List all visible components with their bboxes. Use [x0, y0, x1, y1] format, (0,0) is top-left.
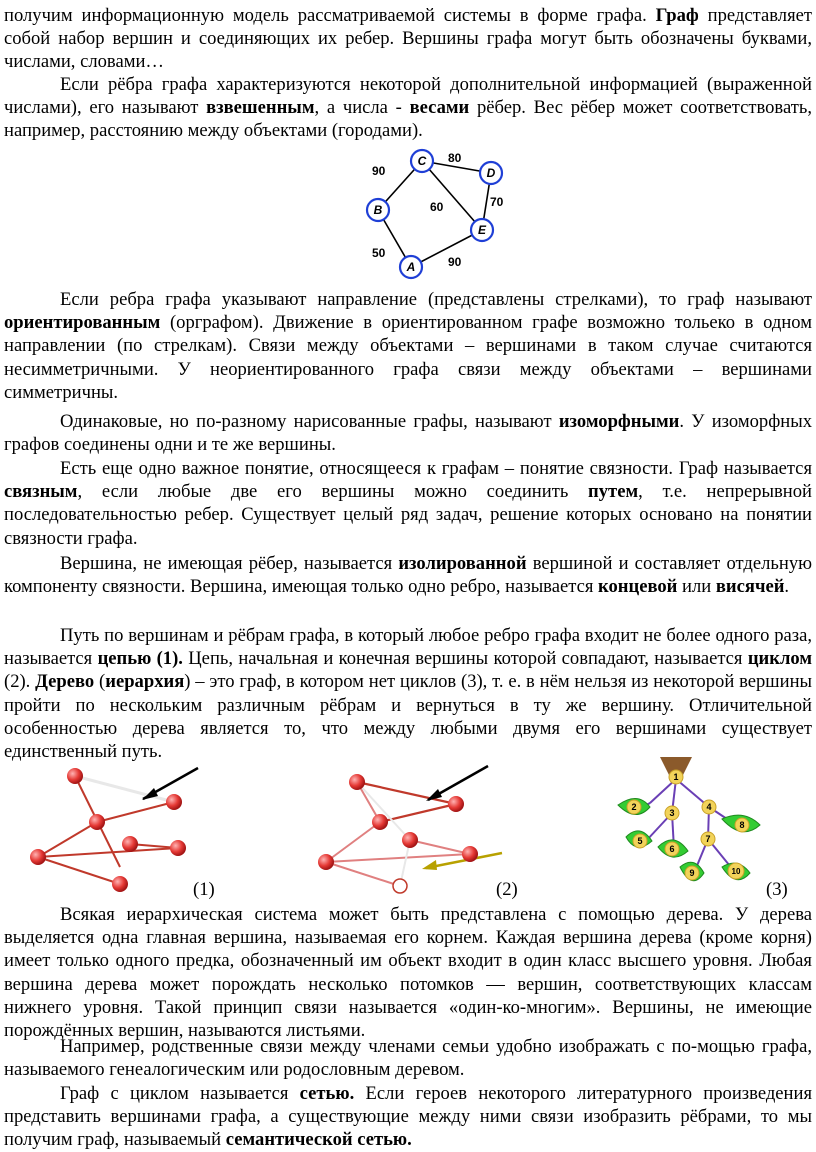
text: , т.е. непрерывной последовательностью ребер. Существует целый ряд задач, решение которых основано на понятии связности графа. — [4, 481, 812, 549]
weight-label-ce: 60 — [430, 200, 444, 214]
paragraph-semantic-network — [4, 1082, 812, 1152]
tree-label-2: 2 — [631, 802, 637, 812]
chain-node — [122, 836, 138, 852]
tree-label-10: 10 — [731, 867, 741, 876]
term-connected: связным — [4, 481, 78, 503]
text: Если ребра графа указывают направление (представлены стрелками), то граф называют — [60, 289, 812, 310]
text: Если рёбра графа характеризуются некоторой дополнительной информацией (выраженной числами), его называют — [4, 74, 812, 119]
node-label-d: D — [486, 166, 496, 180]
term-path: путем — [588, 481, 639, 503]
node-label-e: E — [477, 223, 487, 237]
tree-figure — [610, 755, 770, 903]
text: ( — [94, 671, 106, 693]
cycle-node-open — [393, 879, 407, 893]
node-label-c: C — [417, 154, 427, 168]
chain-node — [170, 840, 186, 856]
figure-caption-3: (3) — [766, 879, 788, 900]
tree-label-1: 1 — [673, 772, 679, 782]
paragraph-isomorphic — [4, 410, 812, 456]
term-tree: Дерево — [35, 671, 95, 693]
cycle-node — [402, 832, 418, 848]
paragraph-hierarchy — [4, 903, 812, 1042]
weight-label-ae: 90 — [448, 255, 462, 269]
term-weighted: взвешенным — [206, 97, 315, 119]
paragraph-connectivity — [4, 457, 812, 550]
term-isomorphic: изоморфными — [558, 411, 680, 432]
paragraph-isolated-vertex — [4, 552, 812, 598]
cycle-node — [448, 796, 464, 812]
term-semantic-network: семантической сетью. — [225, 1129, 412, 1151]
weight-label-de: 70 — [490, 195, 504, 209]
figure-caption-1: (1) — [193, 879, 215, 900]
node-label-b: B — [373, 203, 383, 217]
term-hanging: висячей — [715, 576, 785, 598]
tree-label-4: 4 — [706, 802, 712, 812]
cycle-node — [372, 814, 388, 830]
paragraph-genealogy — [4, 1035, 812, 1081]
tree-label-8: 8 — [739, 820, 745, 830]
text: Всякая иерархическая система может быть представлена с помощью дерева. У дерева выделяется одна главная вершина, называемая его корнем. Каждая вершина дерева (кроме корня) имеет только одного предка, обозначенный им объект входит в один класс высшего уровня. Любая вершина дерева может порождать несколько потомков — вершин, соответствующих классам нижнего уровня. Такой принцип связи называется «один-ко-многим». Вершины, не имеющие порождённых вершин, называются листьями. — [4, 904, 812, 1042]
chain-node — [112, 876, 128, 892]
text: Есть еще одно важное понятие, относящееся к графам – понятие связности. Граф называется — [60, 458, 812, 479]
weighted-graph-figure — [355, 145, 525, 285]
text: Например, родственные связи между членами семьи удобно изображать с по-мощью графа, называемого генеалогическим или родословным деревом. — [4, 1036, 812, 1081]
tree-label-6: 6 — [669, 844, 675, 854]
figure-caption-2: (2) — [496, 879, 518, 900]
term-cycle: циклом — [747, 648, 812, 670]
text: Если героев некоторого литературного произведения представить вершинами графа, а существующие между ними связи изобразить рёбрами, то мы получим граф, называемый — [4, 1083, 812, 1151]
paragraph-chain-cycle-tree — [4, 624, 812, 763]
text: Граф с циклом называется — [60, 1083, 300, 1104]
weight-label-cd: 80 — [448, 151, 462, 165]
paragraph-oriented-graph — [4, 288, 812, 404]
chain-node — [30, 849, 46, 865]
text: , а числа - — [314, 97, 410, 119]
cycle-figure — [310, 762, 510, 902]
text: Вершина, не имеющая рёбер, называется — [60, 553, 399, 574]
node-label-a: A — [406, 260, 416, 274]
paragraph-graph-definition — [4, 4, 812, 74]
text: (2). — [4, 671, 36, 693]
term-isolated: изолированной — [398, 553, 527, 574]
text: Цепь, начальная и конечная вершины которой совпадают, называется — [182, 648, 748, 670]
term-hierarchy: иерархия — [105, 671, 185, 693]
term-graph: Граф — [655, 5, 699, 26]
text: представляет собой набор вершин и соединяющих их ребер. Вершины графа могут быть обозначены буквами, числами, словами… — [4, 5, 812, 73]
chain-node — [166, 794, 182, 810]
text: Одинаковые, но по-разному нарисованные графы, называют — [60, 411, 559, 432]
text: Путь по вершинам и рёбрам графа, в который любое ребро графа входит не более одного раза, называется — [4, 625, 812, 670]
term-weights: весами — [409, 97, 470, 119]
cycle-node — [349, 774, 365, 790]
tree-label-5: 5 — [637, 836, 643, 846]
term-chain: цепью (1). — [97, 648, 183, 670]
text: вершиной и составляет отдельную компоненту связности. Вершина, имеющая только одно ребро, называется — [4, 553, 813, 598]
weight-label-bc: 90 — [372, 164, 386, 178]
text: . — [784, 576, 790, 598]
text: . У изоморфных графов соединены одни и те же вершины. — [4, 411, 812, 456]
term-network: сетью. — [299, 1083, 355, 1104]
cycle-node — [462, 846, 478, 862]
text: ) – это граф, в котором нет циклов (3), т. е. в нём нельзя из некоторой вершины пройти по нескольким различным рёбрам и вернуться в ту же вершину. Отличительной особенностью дерева является то, что между любыми двумя его вершинами существует единственный путь. — [4, 671, 813, 763]
cycle-node — [318, 854, 334, 870]
text: рёбер. Вес рёбер может соответствовать, например, расстоянию между объектами (городами). — [4, 97, 812, 142]
paragraph-weighted-graph — [4, 73, 812, 143]
tree-label-9: 9 — [689, 868, 695, 878]
text: или — [677, 576, 716, 598]
text: получим информационную модель рассматриваемой системы в форме графа. — [4, 5, 656, 26]
text: (орграфом). Движение в ориентированном графе возможно тольеко в одном направлении (по стрелкам). Связи между объектами – вершинами в таком случае считаются несимметричными. У неориентированного графа связи между объектами – вершинами симметричны. — [4, 312, 812, 403]
tree-label-7: 7 — [705, 834, 711, 844]
chain-node — [89, 814, 105, 830]
tree-label-3: 3 — [669, 808, 675, 818]
term-oriented: ориентированным — [4, 312, 161, 334]
weight-label-ba: 50 — [372, 246, 386, 260]
term-end: концевой — [598, 576, 678, 598]
text: , если любые две его вершины можно соединить — [77, 481, 589, 503]
chain-figure — [20, 762, 200, 897]
chain-node — [67, 768, 83, 784]
